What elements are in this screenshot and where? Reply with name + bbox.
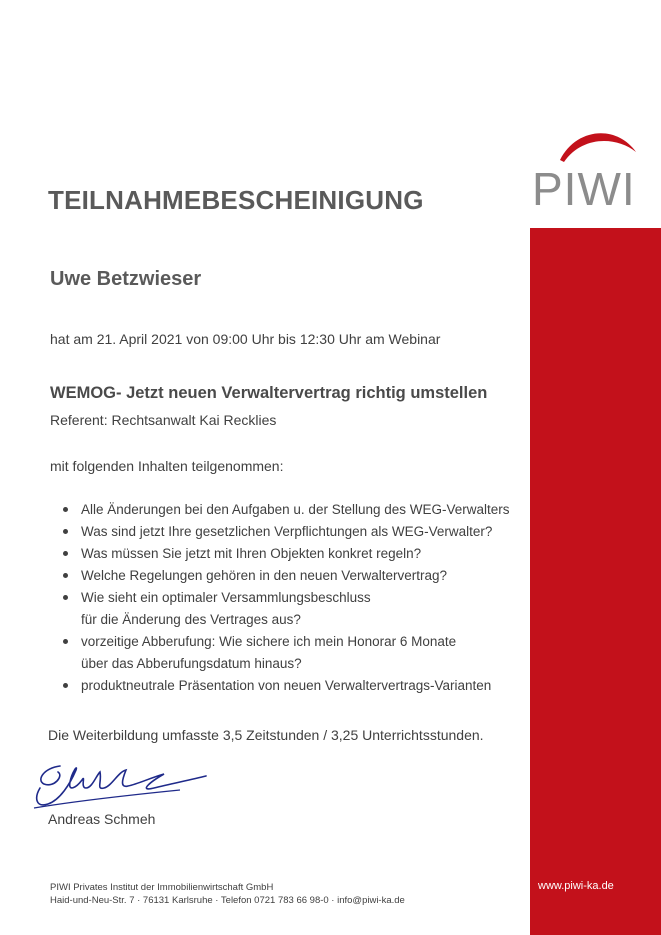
speaker-line: Referent: Rechtsanwalt Kai Recklies (50, 412, 277, 428)
date-line: hat am 21. April 2021 von 09:00 Uhr bis 12:30 Uhr am Webinar (50, 331, 441, 347)
list-item: Wie sieht ein optimaler Versammlungsbeschluss für die Änderung des Vertrages aus? (63, 587, 533, 631)
website-link[interactable]: www.piwi-ka.de (538, 880, 614, 892)
list-item: produktneutrale Präsentation von neuen Verwaltervertrags-Varianten (63, 675, 533, 697)
list-item: Was müssen Sie jetzt mit Ihren Objekten konkret regeln? (63, 543, 533, 565)
logo-text: PIWI (532, 163, 636, 215)
certificate-title: TEILNAHMEBESCHEINIGUNG (48, 185, 424, 215)
participant-name: Uwe Betzwieser (50, 268, 202, 290)
list-item: Alle Änderungen bei den Aufgaben u. der Stellung des WEG-Verwalters (63, 499, 533, 521)
intro-line: mit folgenden Inhalten teilgenommen: (50, 458, 284, 474)
list-item: vorzeitige Abberufung: Wie sichere ich mein Honorar 6 Monate über das Abberufungsdatum hinaus? (63, 631, 533, 675)
footer-company: PIWI Privates Institut der Immobilienwirtschaft GmbH (50, 882, 274, 893)
footer-address: Haid-und-Neu-Str. 7 · 76131 Karlsruhe · Telefon 0721 783 66 98-0 · info@piwi-ka.de (50, 895, 405, 906)
list-item: Was sind jetzt Ihre gesetzlichen Verpflichtungen als WEG-Verwalter? (63, 521, 533, 543)
signature-image (30, 758, 210, 816)
signer-name: Andreas Schmeh (48, 811, 156, 827)
course-title: WEMOG- Jetzt neuen Verwaltervertrag richtig umstellen (50, 384, 488, 402)
hours-line: Die Weiterbildung umfasste 3,5 Zeitstunden / 3,25 Unterrichtsstunden. (48, 727, 484, 743)
topic-list (63, 499, 533, 697)
list-item: Welche Regelungen gehören in den neuen Verwaltervertrag? (63, 565, 533, 587)
logo-arc-icon (558, 124, 638, 164)
